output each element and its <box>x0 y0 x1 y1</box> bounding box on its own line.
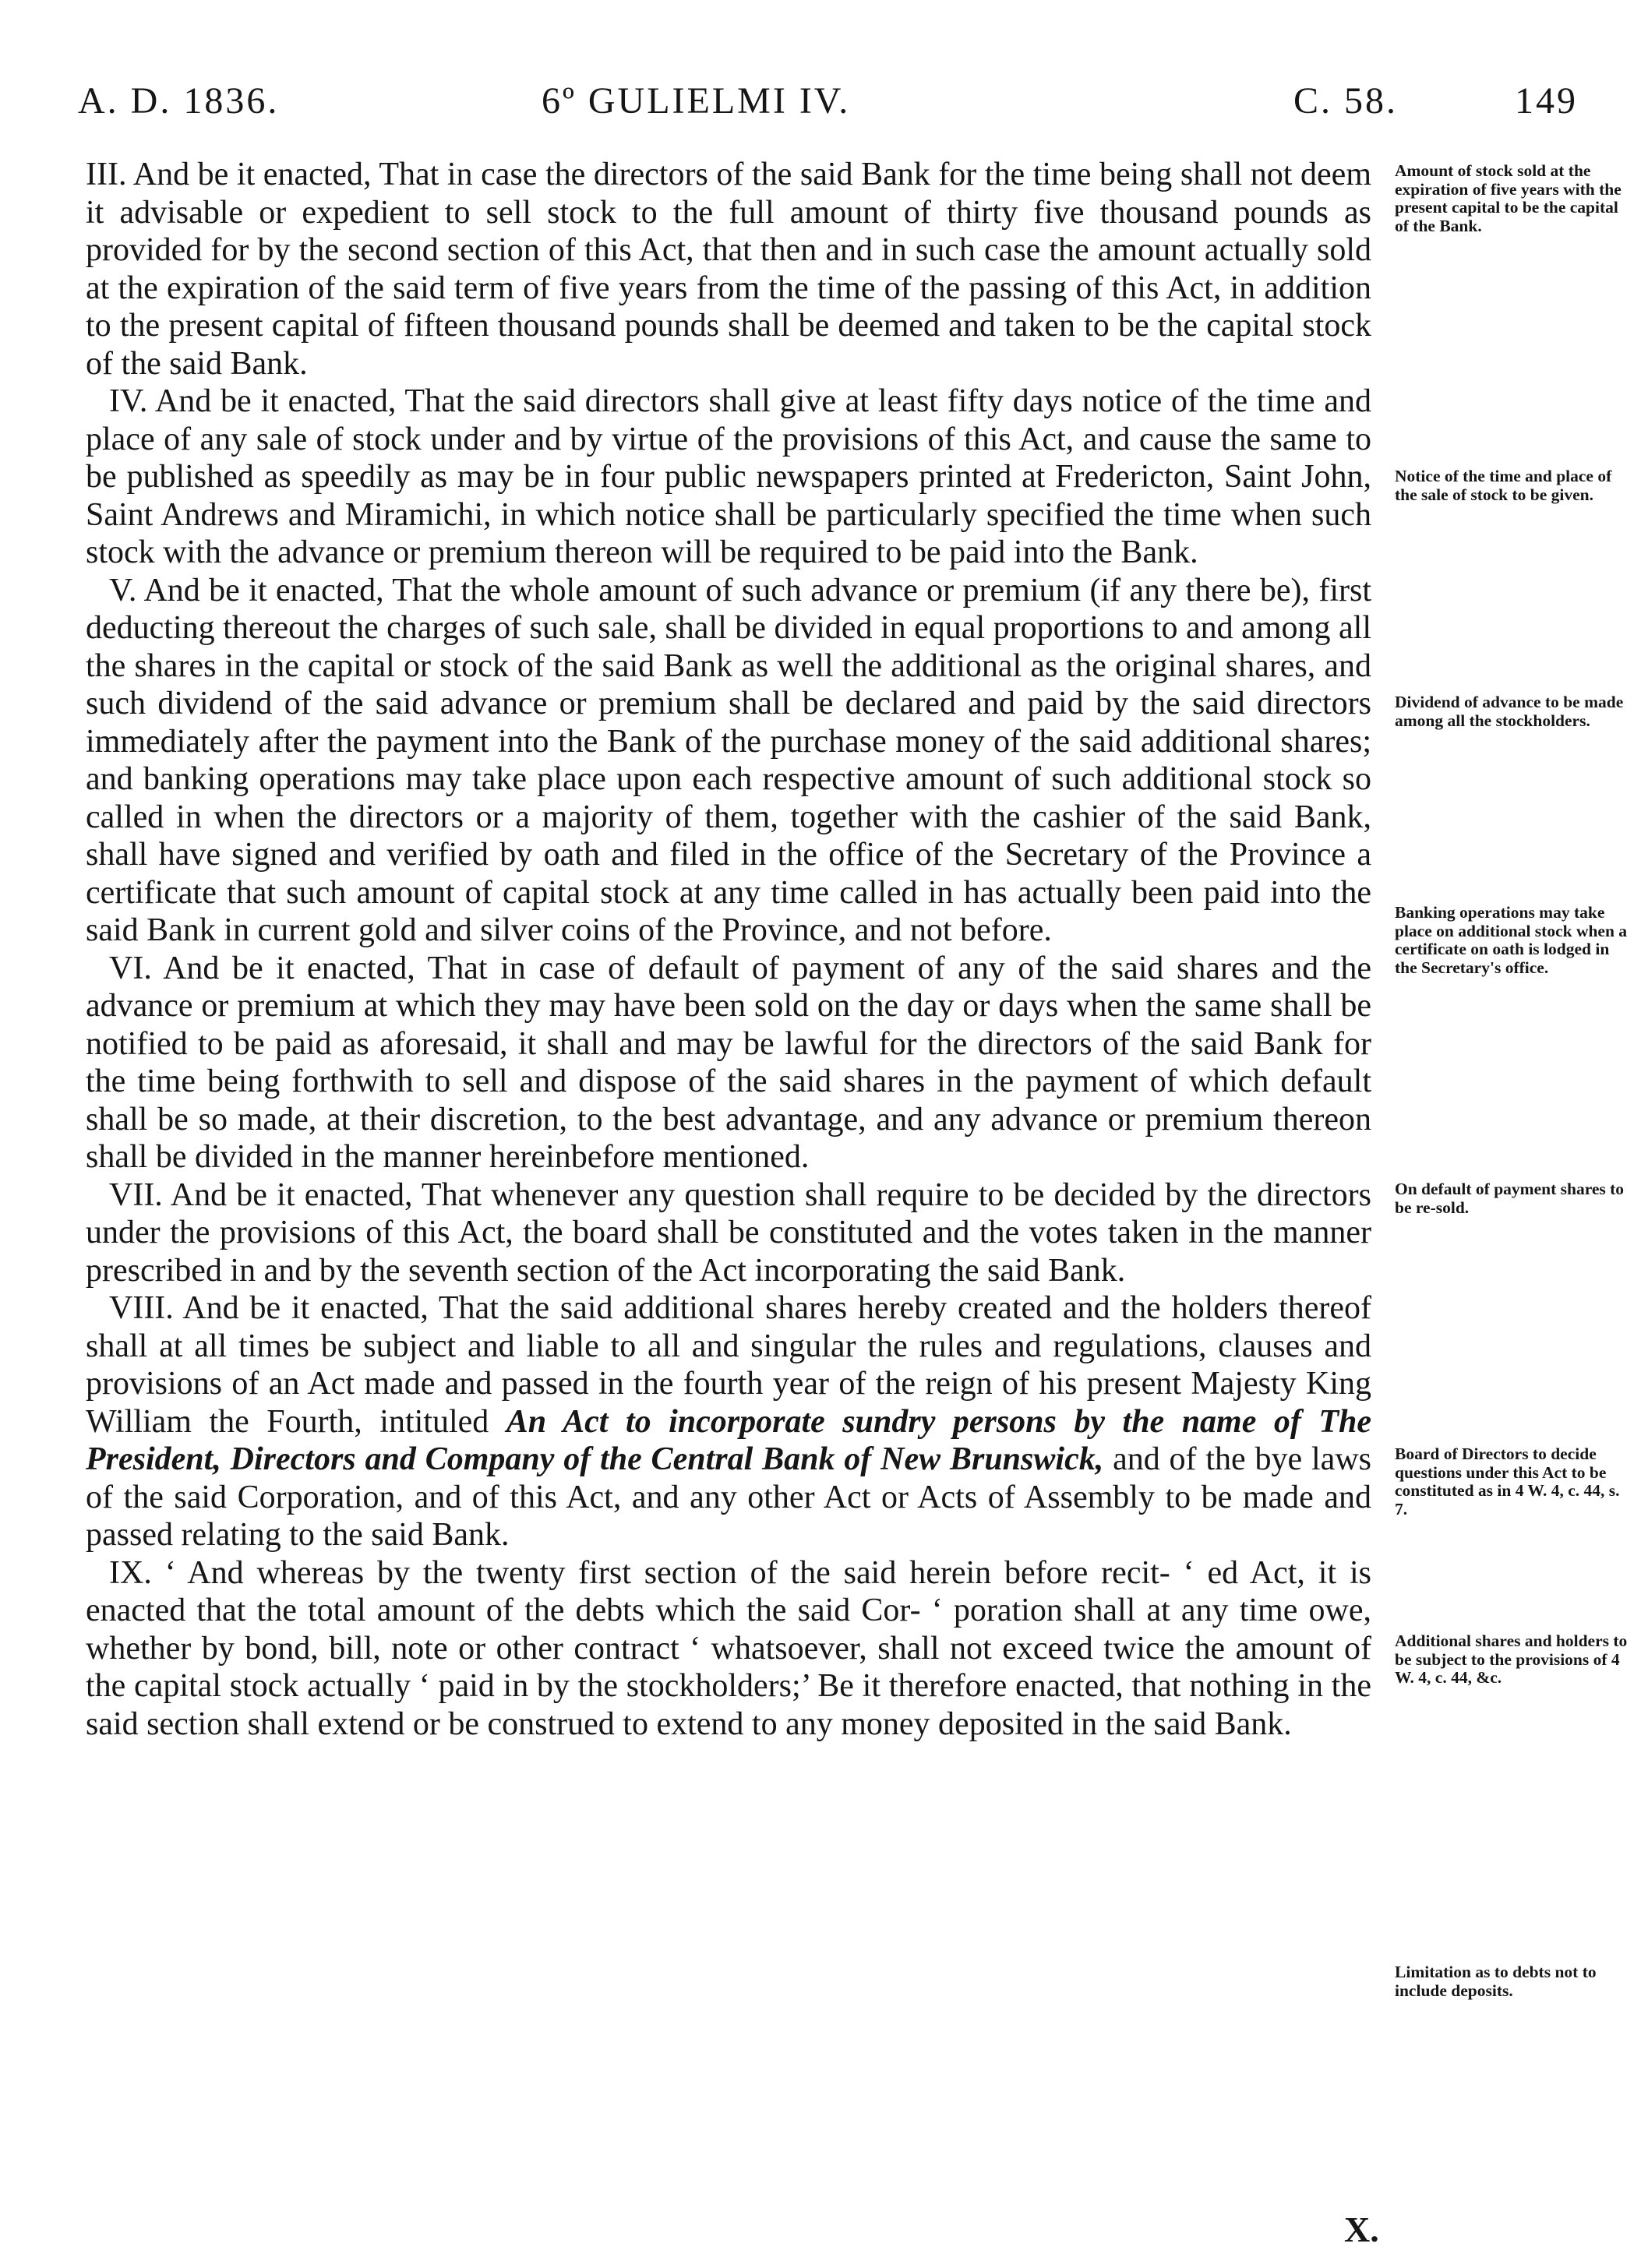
statute-body <box>86 156 1371 1743</box>
marginal-note-section-7: Board of Directors to decide questions under this Act to be constituted as in 4 W. 4, c. 44, s. 7. <box>1395 1444 1620 1518</box>
section-number: IV. <box>109 383 148 419</box>
marginal-note-banking-operations: Banking operations may take place on additional stock when a certificate on oath is lodged in the Secretary's office. <box>1395 903 1628 977</box>
section-number: VI. <box>109 950 152 986</box>
marginal-note-section-8: Additional shares and holders to be subject to the provisions of 4 W. 4, c. 44, &c. <box>1395 1631 1628 1687</box>
section-text: And be it enacted, That in case the directors of the said Bank for the time being shall not deem it advisable or expedient to sell stock to the full amount of thirty five thousand pounds as provided for by the second section of this Act, that then and in such case the amount actually sold at the expiration of the said term of five years from the time of the passing of this Act, in addition to the present capital of fifteen thousand pounds shall be deemed and taken to be the capital stock of the said Bank. <box>86 157 1371 382</box>
section-text: And be it enacted, That in case of default of payment of any of the said shares and the advance or premium at which they may have been sold on the day or days when the same shall be notified to be paid as aforesaid, it shall and may be lawful for the directors of the said Bank for the time being forthwith to sell and dispose of the said shares in the payment of which default shall be so made, at their discretion, to the best advantage, and any advance or premium thereon shall be divided in the manner hereinbefore mentioned. <box>86 950 1371 1175</box>
section-text: And be it enacted, That the whole amount of such advance or premium (if any there be), first deducting thereout the charges of such sale, shall be divided in equal proportions to and among all the shares in the capital or stock of the said Bank as well the additional as the original shares, and such dividend of the said advance or premium shall be declared and paid by the said directors immediately after the payment into the Bank of the purchase money of the said additional shares; and banking operations may take place upon each respective amount of such additional stock so called in when the directors or a majority of them, together with the cashier of the said Bank, shall have signed and verified by oath and filed in the office of the Secretary of the Province a certificate that such amount of capital stock at any time called in has actually been paid into the said Bank in current gold and silver coins of the Province, and not before. <box>86 572 1371 948</box>
section-number: VII. <box>109 1176 163 1213</box>
section-8 <box>86 1289 1371 1554</box>
section-number: IX. <box>109 1554 152 1591</box>
header-chapter: C. 58. <box>1293 80 1399 122</box>
cited-act-title: An Act to incorporate sundry persons by the name of The President, Directors and Company of the Central Bank of New Brunswick, <box>86 1403 1372 1477</box>
section-3 <box>86 156 1371 383</box>
section-number: V. <box>109 572 137 608</box>
marginal-note-section-3: Amount of stock sold at the expiration of five years with the present capital to be the capital of the Bank. <box>1395 161 1622 235</box>
running-header <box>78 74 1578 129</box>
section-6 <box>86 950 1371 1176</box>
section-text-continued: and of the bye laws of the said Corporation, and of this Act, and any other Act or Acts of Assembly to be made and passed relating to the said Bank. <box>86 1441 1371 1553</box>
section-text: And be it enacted, That the said additional shares hereby created and the holders thereof shall at all times be subject and liable to all and singular the rules and regulations, clauses and provisions of an Act made and passed in the fourth year of the reign of his present Majesty King William the Fourth, intituled <box>86 1290 1371 1440</box>
marginal-note-section-4: Notice of the time and place of the sale of stock to be given. <box>1395 467 1612 504</box>
section-9 <box>86 1554 1371 1744</box>
marginal-note-section-6: On default of payment shares to be re-sold. <box>1395 1180 1625 1217</box>
catchword: X. <box>1344 2210 1379 2249</box>
section-5 <box>86 572 1371 950</box>
section-4 <box>86 383 1371 572</box>
header-regnal-title: 6º GULIELMI IV. <box>542 80 851 122</box>
header-year: A. D. 1836. <box>78 80 280 122</box>
page-number: 149 <box>1515 80 1578 122</box>
marginal-note-section-9: Limitation as to debts not to include deposits. <box>1395 1963 1597 2000</box>
section-number: III. <box>86 157 127 192</box>
section-text: And be it enacted, That whenever any question shall require to be decided by the directors under the provisions of this Act, the board shall be constituted and the votes taken in the manner prescribed in and by the seventh section of the Act incorporating the said Bank. <box>86 1176 1371 1289</box>
section-text: And be it enacted, That the said directors shall give at least fifty days notice of the time and place of any sale of stock under and by virtue of the provisions of this Act, and cause the same to be published as speedily as may be in four public newspapers printed at Fredericton, Saint John, Saint Andrews and Miramichi, in which notice shall be particularly specified the time when such stock with the advance or premium thereon will be required to be paid into the Bank. <box>86 383 1372 570</box>
section-text: ‘ And whereas by the twenty first section of the said herein before recit- ‘ ed Act, it is enacted that the total amount of the debts which the said Cor- ‘ poration shall at any time owe, whether by bond, bill, note or other contract ‘ whatsoever, shall not exceed twice the amount of the capital stock actually ‘ paid in by the stockholders;’ Be it therefore enacted, that nothing in the said section shall extend or be construed to extend to any money deposited in the said Bank. <box>86 1554 1372 1742</box>
section-7 <box>86 1176 1371 1290</box>
section-number: VIII. <box>109 1290 174 1326</box>
marginal-note-section-5: Dividend of advance to be made among all the stockholders. <box>1395 693 1624 730</box>
